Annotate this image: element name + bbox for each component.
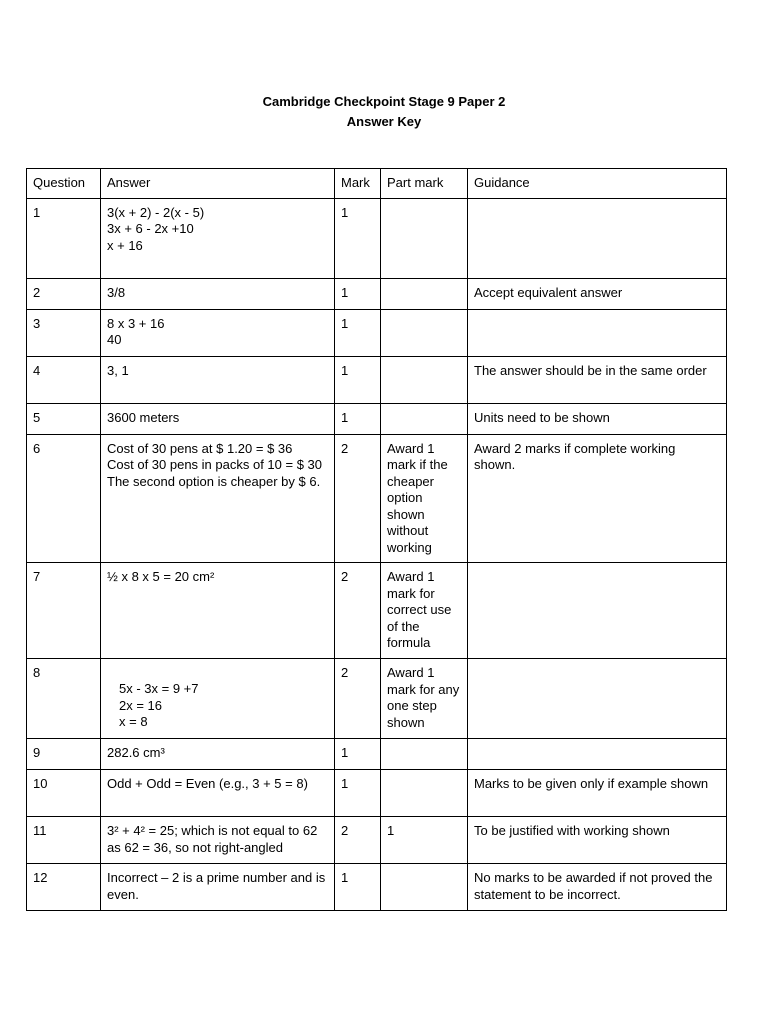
question-number: 7 <box>27 563 101 659</box>
header-row <box>27 169 727 199</box>
guidance-cell: Award 2 marks if complete working shown. <box>468 434 727 563</box>
mark-cell: 1 <box>335 739 381 770</box>
guidance-cell: No marks to be awarded if not proved the statement to be incorrect. <box>468 864 727 911</box>
part-mark-cell <box>381 864 468 911</box>
guidance-cell: Accept equivalent answer <box>468 278 727 309</box>
part-mark-cell: 1 <box>381 817 468 864</box>
guidance-cell <box>468 659 727 739</box>
answer-cell: Cost of 30 pens at $ 1.20 = $ 36 Cost of 30 pens in packs of 10 = $ 30 The second option is cheaper by $ 6. <box>101 434 335 563</box>
question-number: 11 <box>27 817 101 864</box>
table-row <box>27 739 727 770</box>
part-mark-cell <box>381 403 468 434</box>
header-question: Question <box>27 169 101 199</box>
header-part-mark: Part mark <box>381 169 468 199</box>
table-row <box>27 659 727 739</box>
question-number: 6 <box>27 434 101 563</box>
mark-cell: 2 <box>335 817 381 864</box>
mark-cell: 1 <box>335 356 381 403</box>
guidance-cell: The answer should be in the same order <box>468 356 727 403</box>
table-row <box>27 278 727 309</box>
table-row <box>27 309 727 356</box>
answer-cell: Odd + Odd = Even (e.g., 3 + 5 = 8) <box>101 770 335 817</box>
table-row <box>27 864 727 911</box>
table-row <box>27 563 727 659</box>
guidance-cell: Marks to be given only if example shown <box>468 770 727 817</box>
answer-cell: 8 x 3 + 16 40 <box>101 309 335 356</box>
guidance-cell: To be justified with working shown <box>468 817 727 864</box>
part-mark-cell <box>381 739 468 770</box>
question-number: 8 <box>27 659 101 739</box>
part-mark-cell <box>381 356 468 403</box>
mark-cell: 2 <box>335 659 381 739</box>
table-row <box>27 817 727 864</box>
mark-cell: 1 <box>335 770 381 817</box>
table-row <box>27 403 727 434</box>
question-number: 9 <box>27 739 101 770</box>
part-mark-cell: Award 1 mark for correct use of the formula <box>381 563 468 659</box>
answer-cell: 3600 meters <box>101 403 335 434</box>
answer-cell: Incorrect – 2 is a prime number and is even. <box>101 864 335 911</box>
table-row <box>27 356 727 403</box>
answer-cell: 3/8 <box>101 278 335 309</box>
question-number: 1 <box>27 198 101 278</box>
answer-cell: 3(x + 2) - 2(x - 5) 3x + 6 - 2x +10 x + 16 <box>101 198 335 278</box>
table-row <box>27 770 727 817</box>
table-row <box>27 198 727 278</box>
mark-cell: 1 <box>335 403 381 434</box>
part-mark-cell <box>381 309 468 356</box>
mark-cell: 1 <box>335 864 381 911</box>
header-mark: Mark <box>335 169 381 199</box>
question-number: 3 <box>27 309 101 356</box>
guidance-cell <box>468 739 727 770</box>
guidance-cell: Units need to be shown <box>468 403 727 434</box>
answer-cell: 3, 1 <box>101 356 335 403</box>
question-number: 5 <box>27 403 101 434</box>
title-line-2: Answer Key <box>346 114 422 129</box>
answer-key-table <box>26 168 727 911</box>
answer-cell <box>101 659 335 739</box>
part-mark-cell <box>381 770 468 817</box>
question-number: 4 <box>27 356 101 403</box>
question-number: 12 <box>27 864 101 911</box>
part-mark-cell <box>381 198 468 278</box>
table-row <box>27 434 727 563</box>
answer-cell: ½ x 8 x 5 = 20 cm² <box>101 563 335 659</box>
mark-cell: 2 <box>335 563 381 659</box>
answer-working: 5x - 3x = 9 +7 2x = 16 x = 8 <box>119 681 199 729</box>
part-mark-cell: Award 1 mark for any one step shown <box>381 659 468 739</box>
answer-cell: 3² + 4² = 25; which is not equal to 62 as 62 = 36, so not right-angled <box>101 817 335 864</box>
answer-cell: 282.6 cm³ <box>101 739 335 770</box>
mark-cell: 2 <box>335 434 381 563</box>
mark-cell: 1 <box>335 278 381 309</box>
guidance-cell <box>468 198 727 278</box>
part-mark-cell <box>381 278 468 309</box>
guidance-cell <box>468 309 727 356</box>
document-title <box>0 92 768 132</box>
header-answer: Answer <box>101 169 335 199</box>
mark-cell: 1 <box>335 309 381 356</box>
header-guidance: Guidance <box>468 169 727 199</box>
question-number: 10 <box>27 770 101 817</box>
title-line-1: Cambridge Checkpoint Stage 9 Paper 2 <box>262 94 506 109</box>
question-number: 2 <box>27 278 101 309</box>
part-mark-cell: Award 1 mark if the cheaper option shown without working <box>381 434 468 563</box>
mark-cell: 1 <box>335 198 381 278</box>
guidance-cell <box>468 563 727 659</box>
